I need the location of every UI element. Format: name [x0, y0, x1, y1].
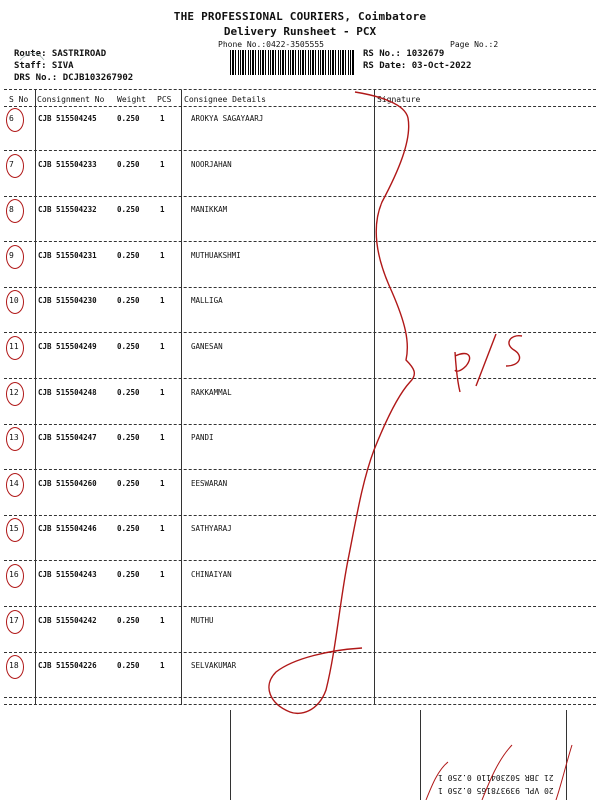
pcs-value: 1 — [160, 661, 165, 670]
consignee-name: NOORJAHAN — [191, 160, 232, 169]
serial-number: 16 — [9, 570, 19, 579]
serial-number: 12 — [9, 388, 19, 397]
pcs-value: 1 — [160, 616, 165, 625]
signature-stroke — [506, 336, 522, 366]
footer-sno: 21 — [544, 773, 554, 782]
pcs-value: 1 — [160, 524, 165, 533]
route-label: Route: SASTRIROAD — [14, 49, 107, 59]
pcs-value: 1 — [160, 205, 165, 214]
footer-tick-mark — [482, 745, 512, 800]
signature-stroke — [476, 334, 496, 386]
consignment-number: CJB 515504243 — [38, 570, 97, 579]
consignee-name: MANIKKAM — [191, 205, 228, 214]
serial-number: 18 — [9, 661, 19, 670]
consignee-name: SATHYARAJ — [191, 524, 232, 533]
column-header-signature: Signature — [377, 95, 421, 104]
pcs-value: 1 — [160, 160, 165, 169]
phone-number: Phone No.:0422-3505555 — [218, 40, 324, 49]
consignee-name: AROKYA SAGAYAARJ — [191, 114, 264, 123]
serial-number: 13 — [9, 433, 19, 442]
signature-stroke — [269, 92, 414, 713]
serial-number: 17 — [9, 616, 19, 625]
footer-sno: 20 — [544, 786, 554, 795]
weight-value: 0.250 — [117, 570, 140, 579]
weight-value: 0.250 — [117, 160, 140, 169]
pcs-value: 1 — [160, 388, 165, 397]
pcs-value: 1 — [160, 570, 165, 579]
consignment-number: CJB 515504233 — [38, 160, 97, 169]
footer-pcs: 1 — [438, 786, 443, 795]
rs-number: RS No.: 1032679 — [363, 49, 445, 59]
pcs-value: 1 — [160, 342, 165, 351]
weight-value: 0.250 — [117, 388, 140, 397]
weight-value: 0.250 — [117, 342, 140, 351]
weight-value: 0.250 — [117, 251, 140, 260]
serial-number: 15 — [9, 524, 19, 533]
pcs-value: 1 — [160, 296, 165, 305]
document-title: Delivery Runsheet - PCX — [223, 25, 377, 38]
pcs-value: 1 — [160, 251, 165, 260]
consignment-number: CJB 515504226 — [38, 661, 97, 670]
consignee-name: GANESAN — [191, 342, 223, 351]
consignee-name: EESWARAN — [191, 479, 228, 488]
page-number: Page No.:2 — [450, 40, 499, 49]
consignment-number: CJB 515504242 — [38, 616, 97, 625]
serial-number: 11 — [9, 342, 19, 351]
weight-value: 0.250 — [117, 661, 140, 670]
consignee-name: SELVAKUMAR — [191, 661, 237, 670]
consignee-name: MUTHUAKSHMI — [191, 251, 241, 260]
pcs-value: 1 — [160, 479, 165, 488]
column-header-pcs: PCS — [157, 95, 172, 104]
column-header-consignee: Consignee Details — [184, 95, 266, 104]
consignee-name: MALLIGA — [191, 296, 223, 305]
weight-value: 0.250 — [117, 205, 140, 214]
consignment-number: CJB 515504260 — [38, 479, 97, 488]
weight-value: 0.250 — [117, 524, 140, 533]
serial-number: 6 — [9, 114, 14, 123]
consignment-number: CJB 515504247 — [38, 433, 97, 442]
rs-date: RS Date: 03-Oct-2022 — [363, 61, 472, 71]
consignment-number: CJB 515504232 — [38, 205, 97, 214]
consignee-name: RAKKAMMAL — [191, 388, 232, 397]
serial-number: 14 — [9, 479, 19, 488]
consignee-name: CHINAIYAN — [191, 570, 232, 579]
weight-value: 0.250 — [117, 114, 140, 123]
pcs-value: 1 — [160, 433, 165, 442]
signature-stroke — [455, 352, 460, 392]
weight-value: 0.250 — [117, 433, 140, 442]
consignment-number: CJB 515504230 — [38, 296, 97, 305]
footer-consignment: VPL 939378165 — [476, 786, 540, 795]
weight-value: 0.250 — [117, 616, 140, 625]
weight-value: 0.250 — [117, 296, 140, 305]
column-header-consignment: Consignment No — [37, 95, 105, 104]
stray-mark — [20, 53, 44, 60]
serial-number: 9 — [9, 251, 14, 260]
serial-number: 7 — [9, 160, 14, 169]
consignee-name: PANDI — [191, 433, 214, 442]
staff-label: Staff: SIVA — [14, 61, 74, 71]
signature-stroke — [455, 354, 470, 372]
consignment-number: CJB 515504245 — [38, 114, 97, 123]
serial-number: 8 — [9, 205, 14, 214]
footer-weight: 0.250 — [447, 786, 472, 795]
footer-weight: 0.250 — [447, 773, 472, 782]
company-title: THE PROFESSIONAL COURIERS, Coimbatore — [173, 10, 427, 23]
weight-value: 0.250 — [117, 479, 140, 488]
drs-number: DRS No.: DCJB103267902 — [14, 73, 134, 83]
footer-tick-mark — [426, 762, 448, 800]
footer-consignment: JBR 502304110 — [476, 773, 540, 782]
footer-tick-mark — [556, 745, 572, 800]
column-header-sno: S No — [9, 95, 29, 104]
consignment-number: CJB 515504248 — [38, 388, 97, 397]
serial-number: 10 — [9, 296, 19, 305]
consignee-name: MUTHU — [191, 616, 214, 625]
consignment-number: CJB 515504249 — [38, 342, 97, 351]
consignment-number: CJB 515504231 — [38, 251, 97, 260]
pcs-value: 1 — [160, 114, 165, 123]
footer-pcs: 1 — [438, 773, 443, 782]
column-header-weight: Weight — [117, 95, 146, 104]
consignment-number: CJB 515504246 — [38, 524, 97, 533]
signature-text: p/s — [455, 390, 457, 391]
